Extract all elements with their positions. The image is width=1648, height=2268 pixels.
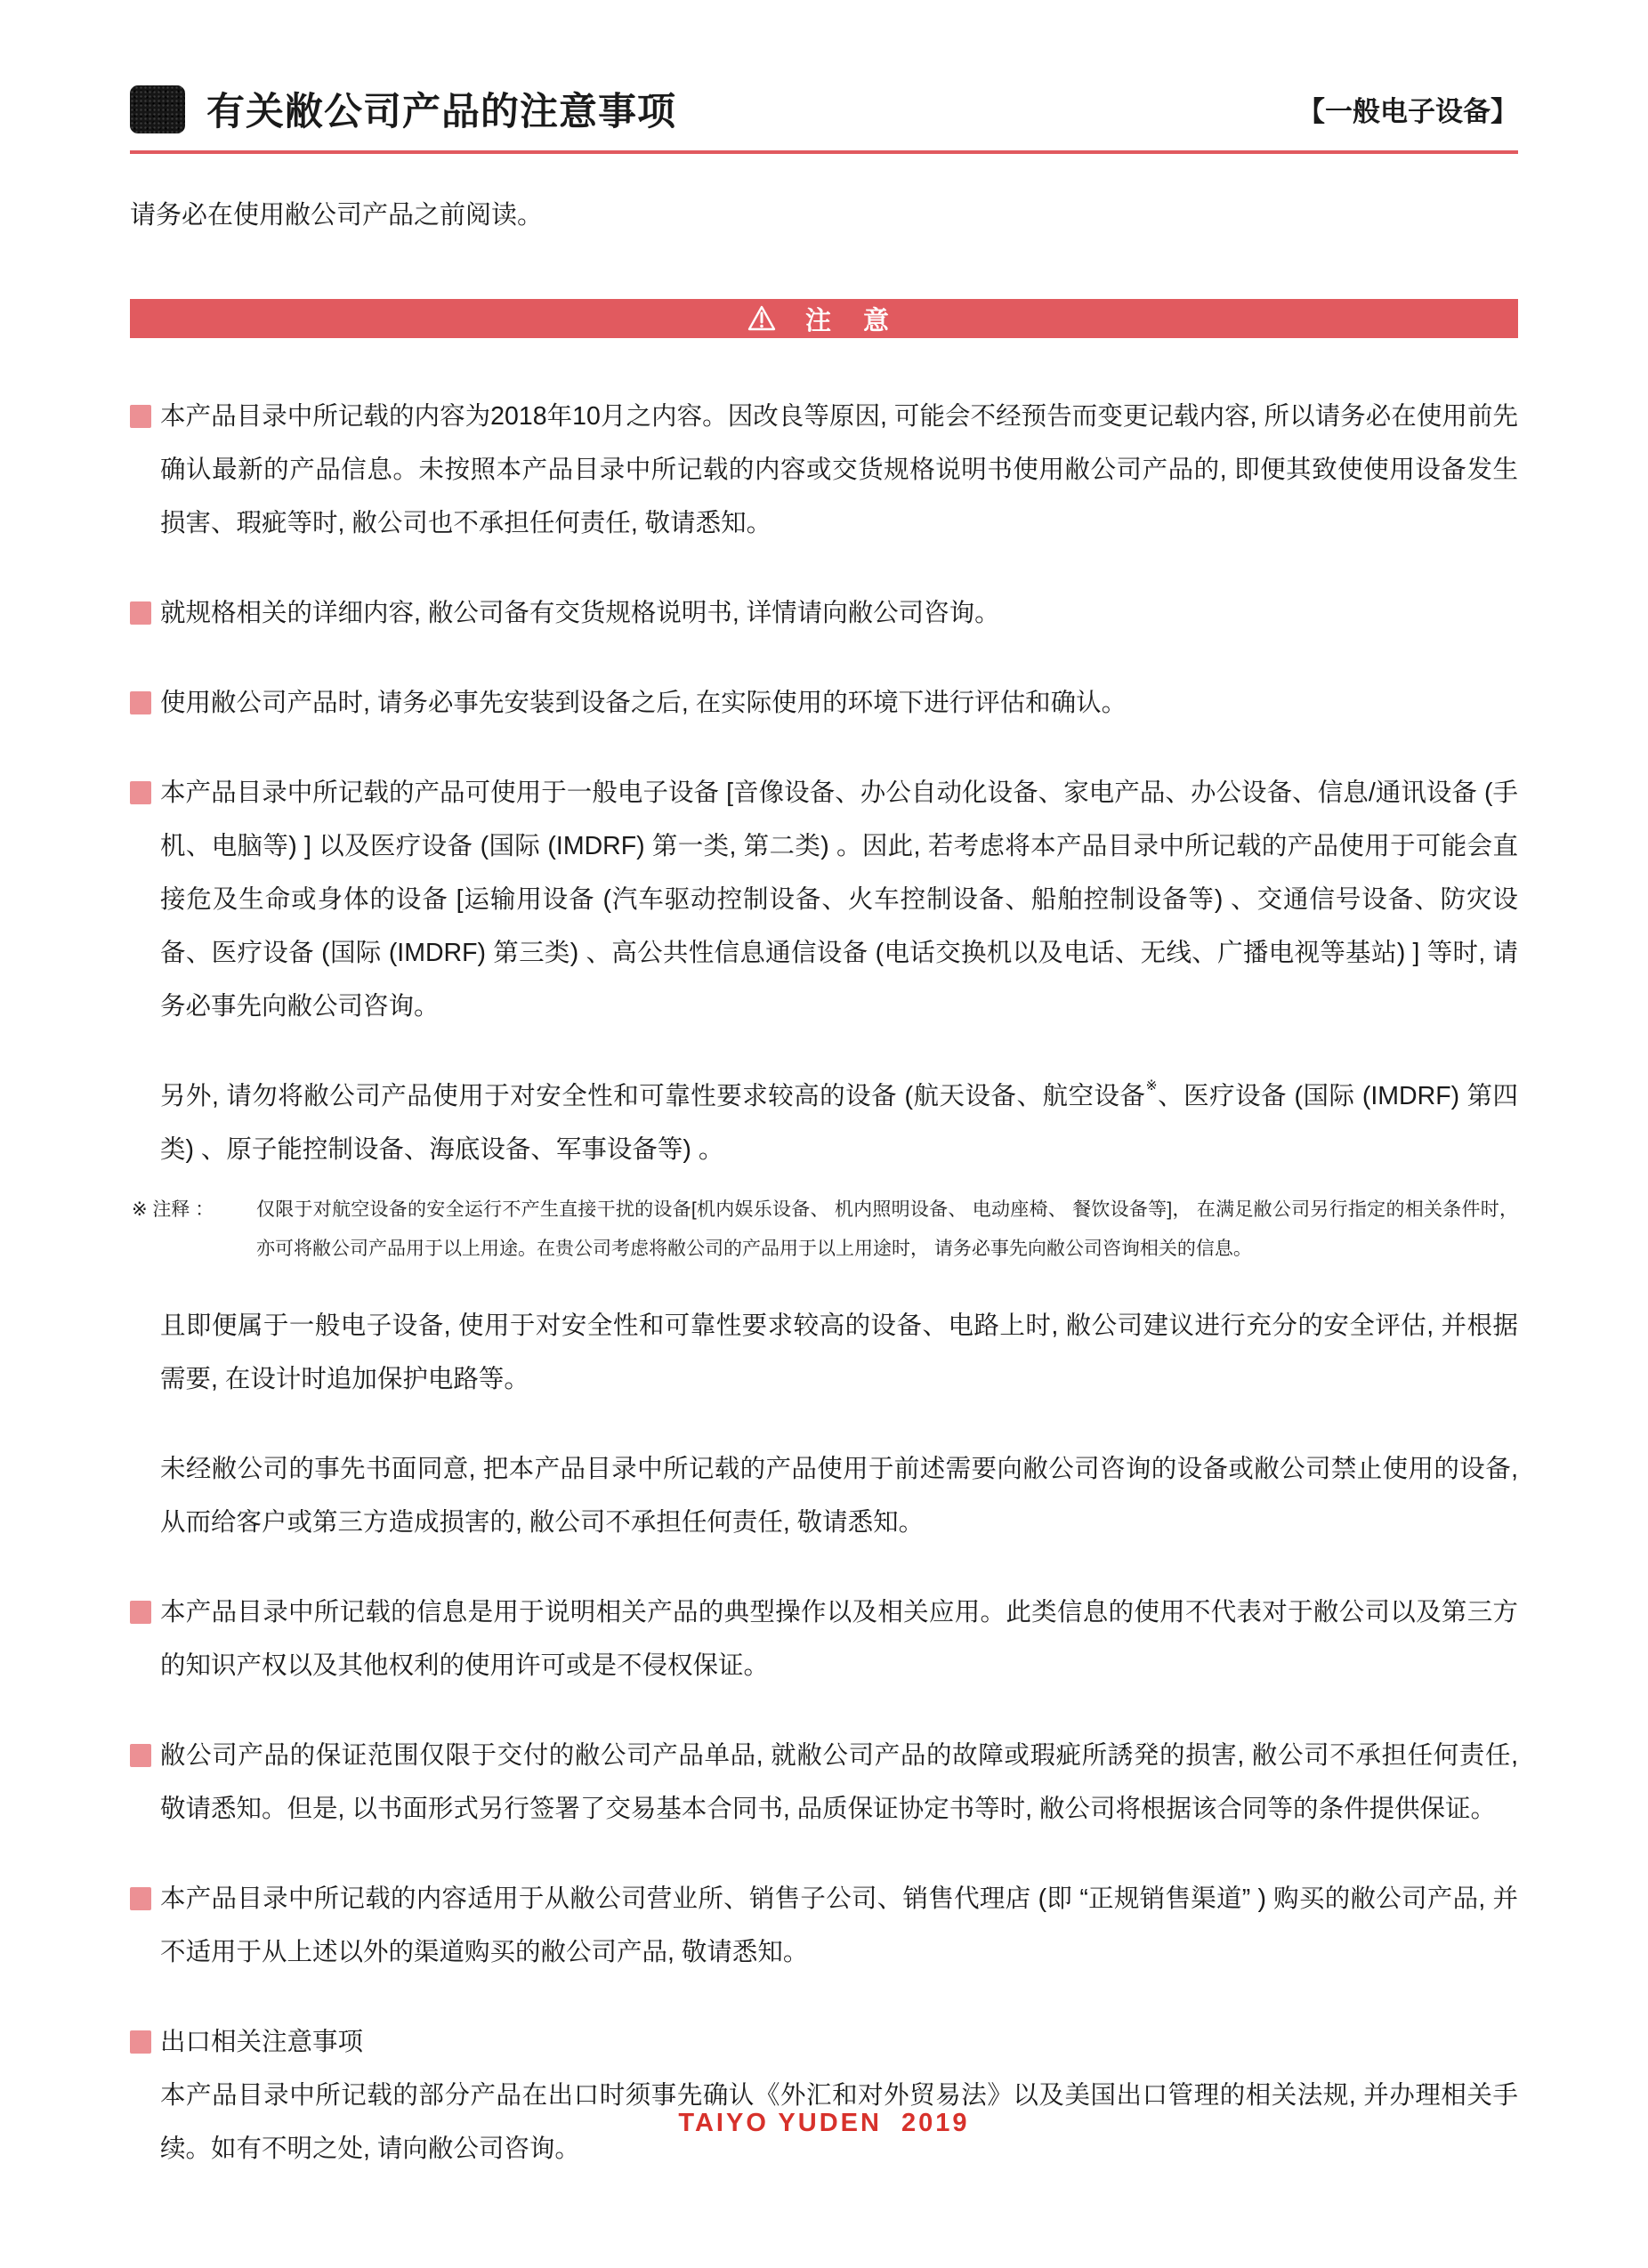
footnote-item xyxy=(130,1190,1518,1269)
notice-item xyxy=(130,1069,1518,1176)
notice-text: 未经敝公司的事先书面同意, 把本产品目录中所记载的产品使用于前述需要向敝公司咨询的设备或敝公司禁止使用的设备, 从而给客户或第三方造成损害的, 敝公司不承担任何责任, 敬请悉知。 xyxy=(160,1455,1518,1537)
notices-list xyxy=(130,390,1518,2175)
bullet-square-icon xyxy=(130,405,151,428)
notice-item xyxy=(130,586,1518,640)
bullet-square-icon xyxy=(130,691,151,714)
category-tag: 【一般电子设备】 xyxy=(1297,96,1518,127)
notice-text: 本产品目录中所记载的信息是用于说明相关产品的典型操作以及相关应用。此类信息的使用不代表对于敝公司以及第三方的知识产权以及其他权利的使用许可或是不侵权保证。 xyxy=(160,1598,1518,1680)
notice-text: 且即便属于一般电子设备, 使用于对安全性和可靠性要求较高的设备、电路上时, 敝公司建议进行充分的安全评估, 并根据需要, 在设计时追加保护电路等。 xyxy=(160,1312,1518,1393)
bullet-square-icon xyxy=(130,2030,151,2054)
page-header xyxy=(130,82,1518,136)
bullet-square-icon xyxy=(130,1887,151,1910)
bullet-square-icon xyxy=(130,1744,151,1767)
notice-text: 敝公司产品的保证范围仅限于交付的敝公司产品单品, 就敝公司产品的故障或瑕疵所誘発的损害, 敝公司不承担任何责任, 敬请悉知。但是, 以书面形式另行签署了交易基本合同书, 品质保证协定书等时, 敝公司将根据该合同等的条件提供保证。 xyxy=(160,1741,1518,1823)
footnote-label: ※ 注释 ： xyxy=(132,1199,214,1220)
section-marker-icon xyxy=(130,85,185,133)
page-title: 有关敝公司产品的注意事项 xyxy=(206,91,676,133)
notice-text: 本产品目录中所记载的内容适用于从敝公司营业所、销售子公司、销售代理店 (即 “正规销售渠道” ) 购买的敝公司产品, 并不适用于从上述以外的渠道购买的敝公司产品, 敬请悉知。 xyxy=(160,1885,1518,1966)
title-divider xyxy=(130,150,1518,154)
reference-mark: ※ xyxy=(1145,1078,1159,1094)
notice-item xyxy=(130,766,1518,1033)
notice-text: 另外, 请勿将敝公司产品使用于对安全性和可靠性要求较高的设备 (航天设备、航空设备※、医疗设备 (国际 (IMDRF) 第四类) 、原子能控制设备、海底设备、军事设备等) 。 xyxy=(160,1078,1519,1164)
notice-item xyxy=(130,1299,1518,1406)
notice-text: 仅限于对航空设备的安全运行不产生直接干扰的设备[机内娱乐设备、 机内照明设备、 电动座椅、 餐饮设备等]， 在满足敝公司另行指定的相关条件时， 亦可将敝公司产品用于以上用途。在贵公司考虑将敝公司的产品用于以上用途时， 请务必事先向敝公司咨询相关的信息。 xyxy=(256,1199,1518,1259)
bullet-square-icon xyxy=(130,781,151,804)
notice-item xyxy=(130,390,1518,550)
notice-item xyxy=(130,1872,1518,1979)
notice-item xyxy=(130,1729,1518,1836)
warning-triangle-icon xyxy=(747,304,777,333)
intro-text: 请务必在使用敝公司产品之前阅读。 xyxy=(130,201,544,230)
notice-item xyxy=(130,676,1518,730)
footer-brand: TAIYO YUDEN 2019 xyxy=(678,2109,970,2137)
notice-text: 本产品目录中所记载的内容为2018年10月之内容。因改良等原因, 可能会不经预告而变更记载内容, 所以请务必在使用前先确认最新的产品信息。未按照本产品目录中所记载的内容或交货规格说明书使用敝公司产品的, 即便其致使使用设备发生损害、瑕疵等时, 敝公司也不承担任何责任, 敬请悉知。 xyxy=(160,402,1518,537)
bullet-square-icon xyxy=(130,601,151,625)
notice-text: 使用敝公司产品时, 请务必事先安装到设备之后, 在实际使用的环境下进行评估和确认。 xyxy=(160,689,1127,717)
notice-text: 本产品目录中所记载的产品可使用于一般电子设备 [音像设备、办公自动化设备、家电产品、办公设备、信息/通讯设备 (手机、电脑等) ] 以及医疗设备 (国际 (IMDRF) 第一类, 第二类) 。因此, 若考虑将本产品目录中所记载的产品使用于可能会直接危及生命或身体的设备 [运输用设备 (汽车驱动控制设备、火车控制设备、船舶控制设备等) 、交通信号设备、防灾设备、医疗设备 (国际 (IMDRF) 第三类) 、高公共性信息通信设备 (电话交换机以及电话、无线、广播电视等基站) ] 等时, 请务必事先向敝公司咨询。 xyxy=(160,779,1518,1021)
caution-label: 注 意 xyxy=(804,306,902,335)
notice-text: 就规格相关的详细内容, 敝公司备有交货规格说明书, 详情请向敝公司咨询。 xyxy=(160,599,1000,627)
bullet-square-icon xyxy=(130,1601,151,1624)
notice-item xyxy=(130,1442,1518,1549)
notice-heading: 出口相关注意事项 xyxy=(160,2028,364,2056)
notice-item xyxy=(130,2015,1518,2175)
caution-banner xyxy=(130,299,1518,338)
notice-text: 本产品目录中所记载的部分产品在出口时须事先确认《外汇和对外贸易法》以及美国出口管理的相关法规, 并办理相关手续。如有不明之处, 请向敝公司咨询。 xyxy=(160,2081,1518,2163)
notice-item xyxy=(130,1586,1518,1692)
